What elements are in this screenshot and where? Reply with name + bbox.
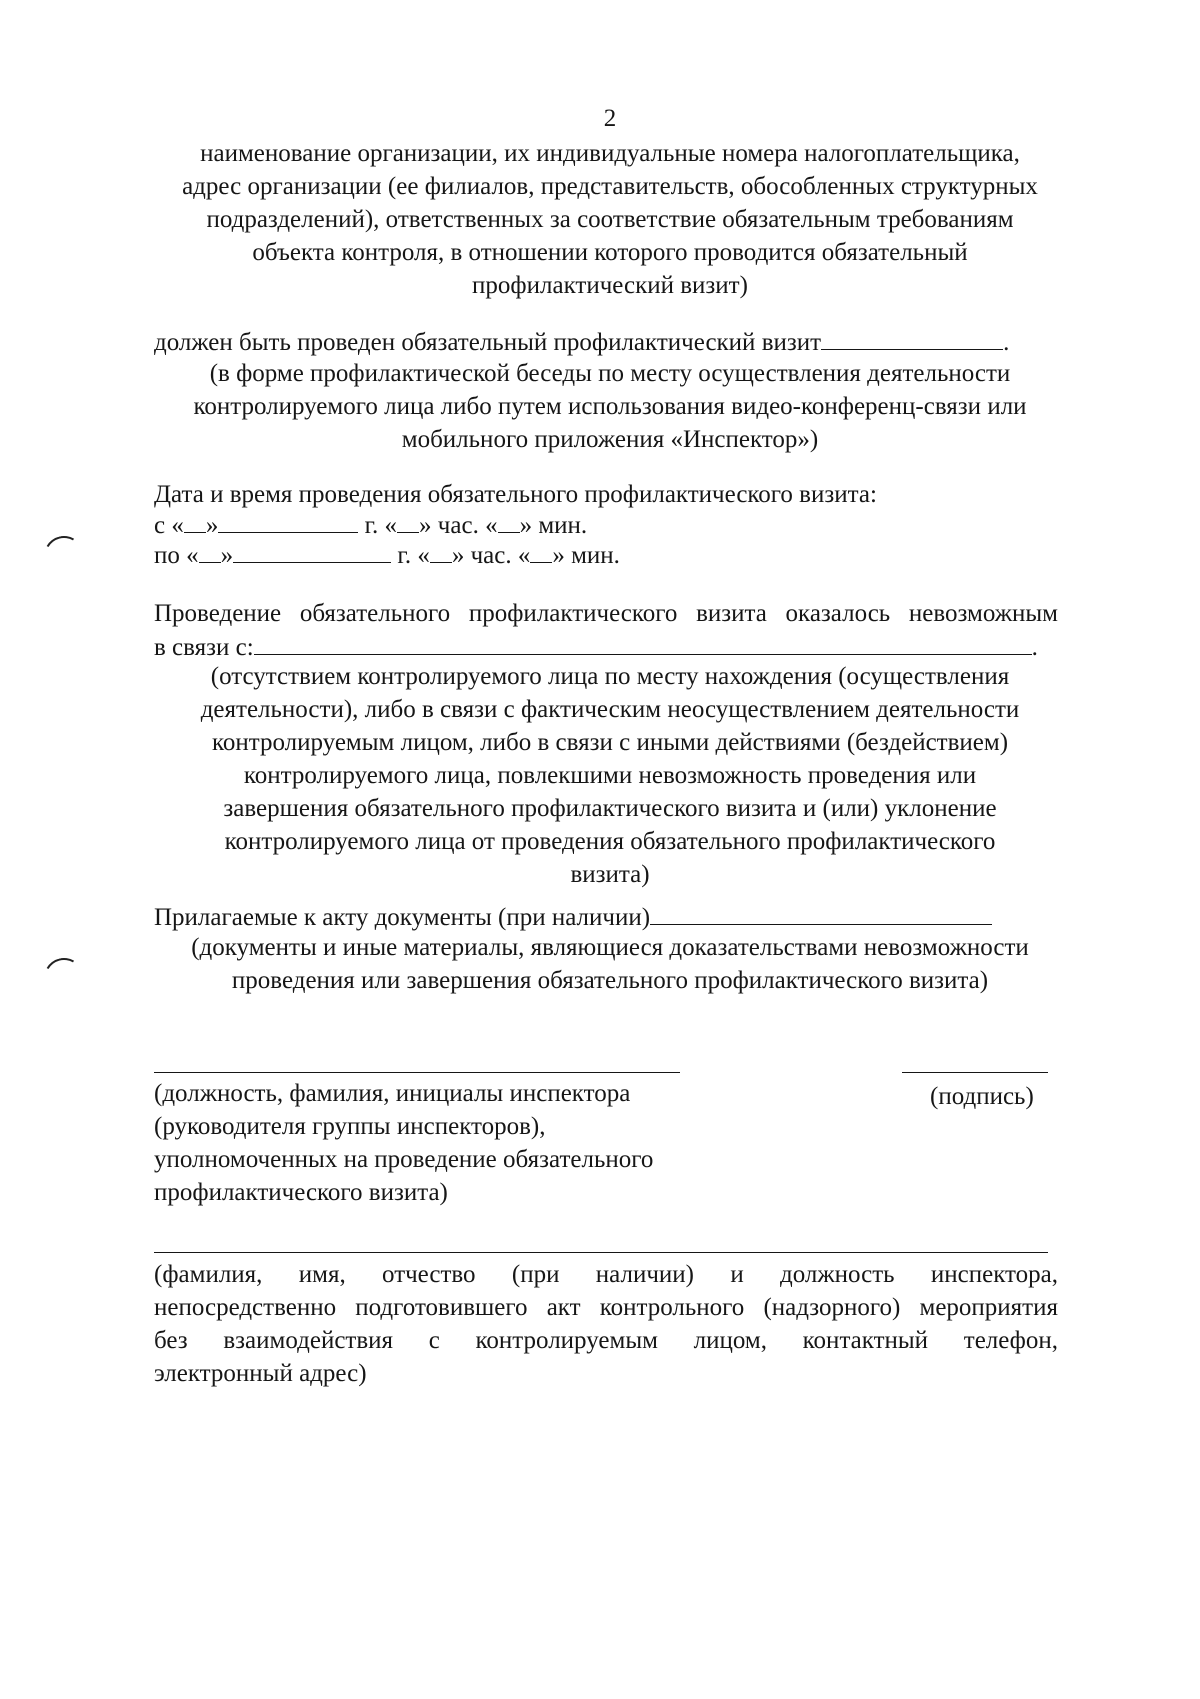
from-day-field[interactable] — [184, 508, 206, 533]
from-hours-field[interactable] — [397, 508, 419, 533]
to-minutes-field[interactable] — [530, 538, 552, 563]
impossible-line-1: Проведение обязательного профилактического визита оказалось невозможным — [154, 600, 1058, 627]
caption-line: (должность, фамилия, инициалы инспектора — [154, 1080, 631, 1107]
signature-field[interactable] — [902, 1072, 1048, 1073]
year-label: г. « — [364, 512, 398, 539]
caption-line: (руководителя группы инспекторов), — [154, 1113, 546, 1140]
attachments-line — [154, 900, 992, 934]
punch-hole-mark — [40, 532, 89, 581]
caption-line: визита) — [570, 861, 650, 888]
caption-line: мобильного приложения «Инспектор») — [401, 426, 819, 453]
preparer-caption — [154, 1258, 1058, 1390]
attachments-caption — [150, 931, 1070, 997]
to-hours-field[interactable] — [430, 538, 452, 563]
to-month-field[interactable] — [233, 538, 391, 563]
caption-line: адрес организации (ее филиалов, представительств, обособленных структурных — [182, 173, 1038, 200]
from-minutes-field[interactable] — [498, 508, 520, 533]
preparer-field[interactable] — [154, 1252, 1048, 1253]
caption-line: подразделений), ответственных за соответствие обязательным требованиям — [206, 206, 1014, 233]
signature-caption: (подпись) — [930, 1083, 1034, 1110]
impossible-reason-label: в связи с: — [154, 634, 254, 661]
hours-label: » час. « — [451, 542, 531, 569]
from-month-field[interactable] — [218, 508, 358, 533]
datetime-from-label: с « — [154, 512, 184, 539]
to-day-field[interactable] — [199, 538, 221, 563]
inspector-name-field[interactable] — [154, 1072, 680, 1073]
quote-close: » — [220, 542, 234, 569]
visit-form-field[interactable] — [821, 325, 1003, 350]
punch-hole-mark — [40, 954, 89, 1003]
visit-form-caption — [150, 357, 1070, 456]
caption-line: объекта контроля, в отношении которого проводится обязательный — [252, 239, 968, 266]
caption-line: контролируемого лица либо путем использования видео-конференц-связи или — [193, 393, 1027, 420]
visit-statement — [154, 325, 1054, 359]
attachments-label: Прилагаемые к акту документы (при наличии) — [154, 904, 651, 931]
caption-line: контролируемым лицом, либо в связи с иными действиями (бездействием) — [211, 729, 1009, 756]
caption-line: проведения или завершения обязательного профилактического визита) — [231, 967, 989, 994]
caption-line: без взаимодействия с контролируемым лицом, контактный телефон, — [154, 1327, 1058, 1354]
caption-line: профилактического визита) — [154, 1179, 448, 1206]
datetime-heading: Дата и время проведения обязательного профилактического визита: — [154, 481, 877, 508]
impossible-line-2 — [154, 630, 1058, 664]
visit-statement-end: . — [1003, 329, 1010, 356]
caption-line: непосредственно подготовившего акт контрольного (надзорного) мероприятия — [154, 1294, 1058, 1321]
caption-line: контролируемого лица, повлекшими невозможность проведения или — [243, 762, 977, 789]
caption-line: профилактический визит) — [472, 272, 748, 299]
attachments-field[interactable] — [650, 900, 992, 925]
caption-line: наименование организации, их индивидуальные номера налогоплательщика, — [200, 140, 1020, 167]
organization-caption — [150, 137, 1070, 302]
minutes-label: » мин. — [519, 512, 588, 539]
datetime-to-label: по « — [154, 542, 199, 569]
caption-line: (фамилия, имя, отчество (при наличии) и должность инспектора, — [154, 1261, 1058, 1288]
impossible-end: . — [1031, 634, 1038, 661]
minutes-label: » мин. — [552, 542, 620, 569]
caption-line: уполномоченных на проведение обязательного — [154, 1146, 654, 1173]
visit-statement-text: должен быть проведен обязательный профилактический визит — [154, 329, 822, 356]
caption-line: деятельности), либо в связи с фактическим неосуществлением деятельности — [200, 696, 1020, 723]
impossible-reason-field[interactable] — [254, 630, 1032, 655]
caption-line: (отсутствием контролируемого лица по месту нахождения (осуществления — [210, 663, 1010, 690]
hours-label: » час. « — [419, 512, 498, 539]
impossible-caption — [150, 660, 1070, 891]
caption-line: контролируемого лица от проведения обязательного профилактического — [224, 828, 996, 855]
caption-line: завершения обязательного профилактического визита и (или) уклонение — [223, 795, 997, 822]
quote-close: » — [205, 512, 219, 539]
inspector-caption — [154, 1077, 754, 1209]
caption-line: (в форме профилактической беседы по месту осуществления деятельности — [209, 360, 1011, 387]
page-number: 2 — [603, 105, 617, 132]
impossible-statement — [154, 597, 1058, 664]
caption-line: (документы и иные материалы, являющиеся доказательствами невозможности — [191, 934, 1029, 961]
datetime-from-row — [154, 508, 587, 542]
caption-line: электронный адрес) — [154, 1360, 367, 1387]
year-label: г. « — [397, 542, 430, 569]
datetime-to-row — [154, 538, 620, 572]
